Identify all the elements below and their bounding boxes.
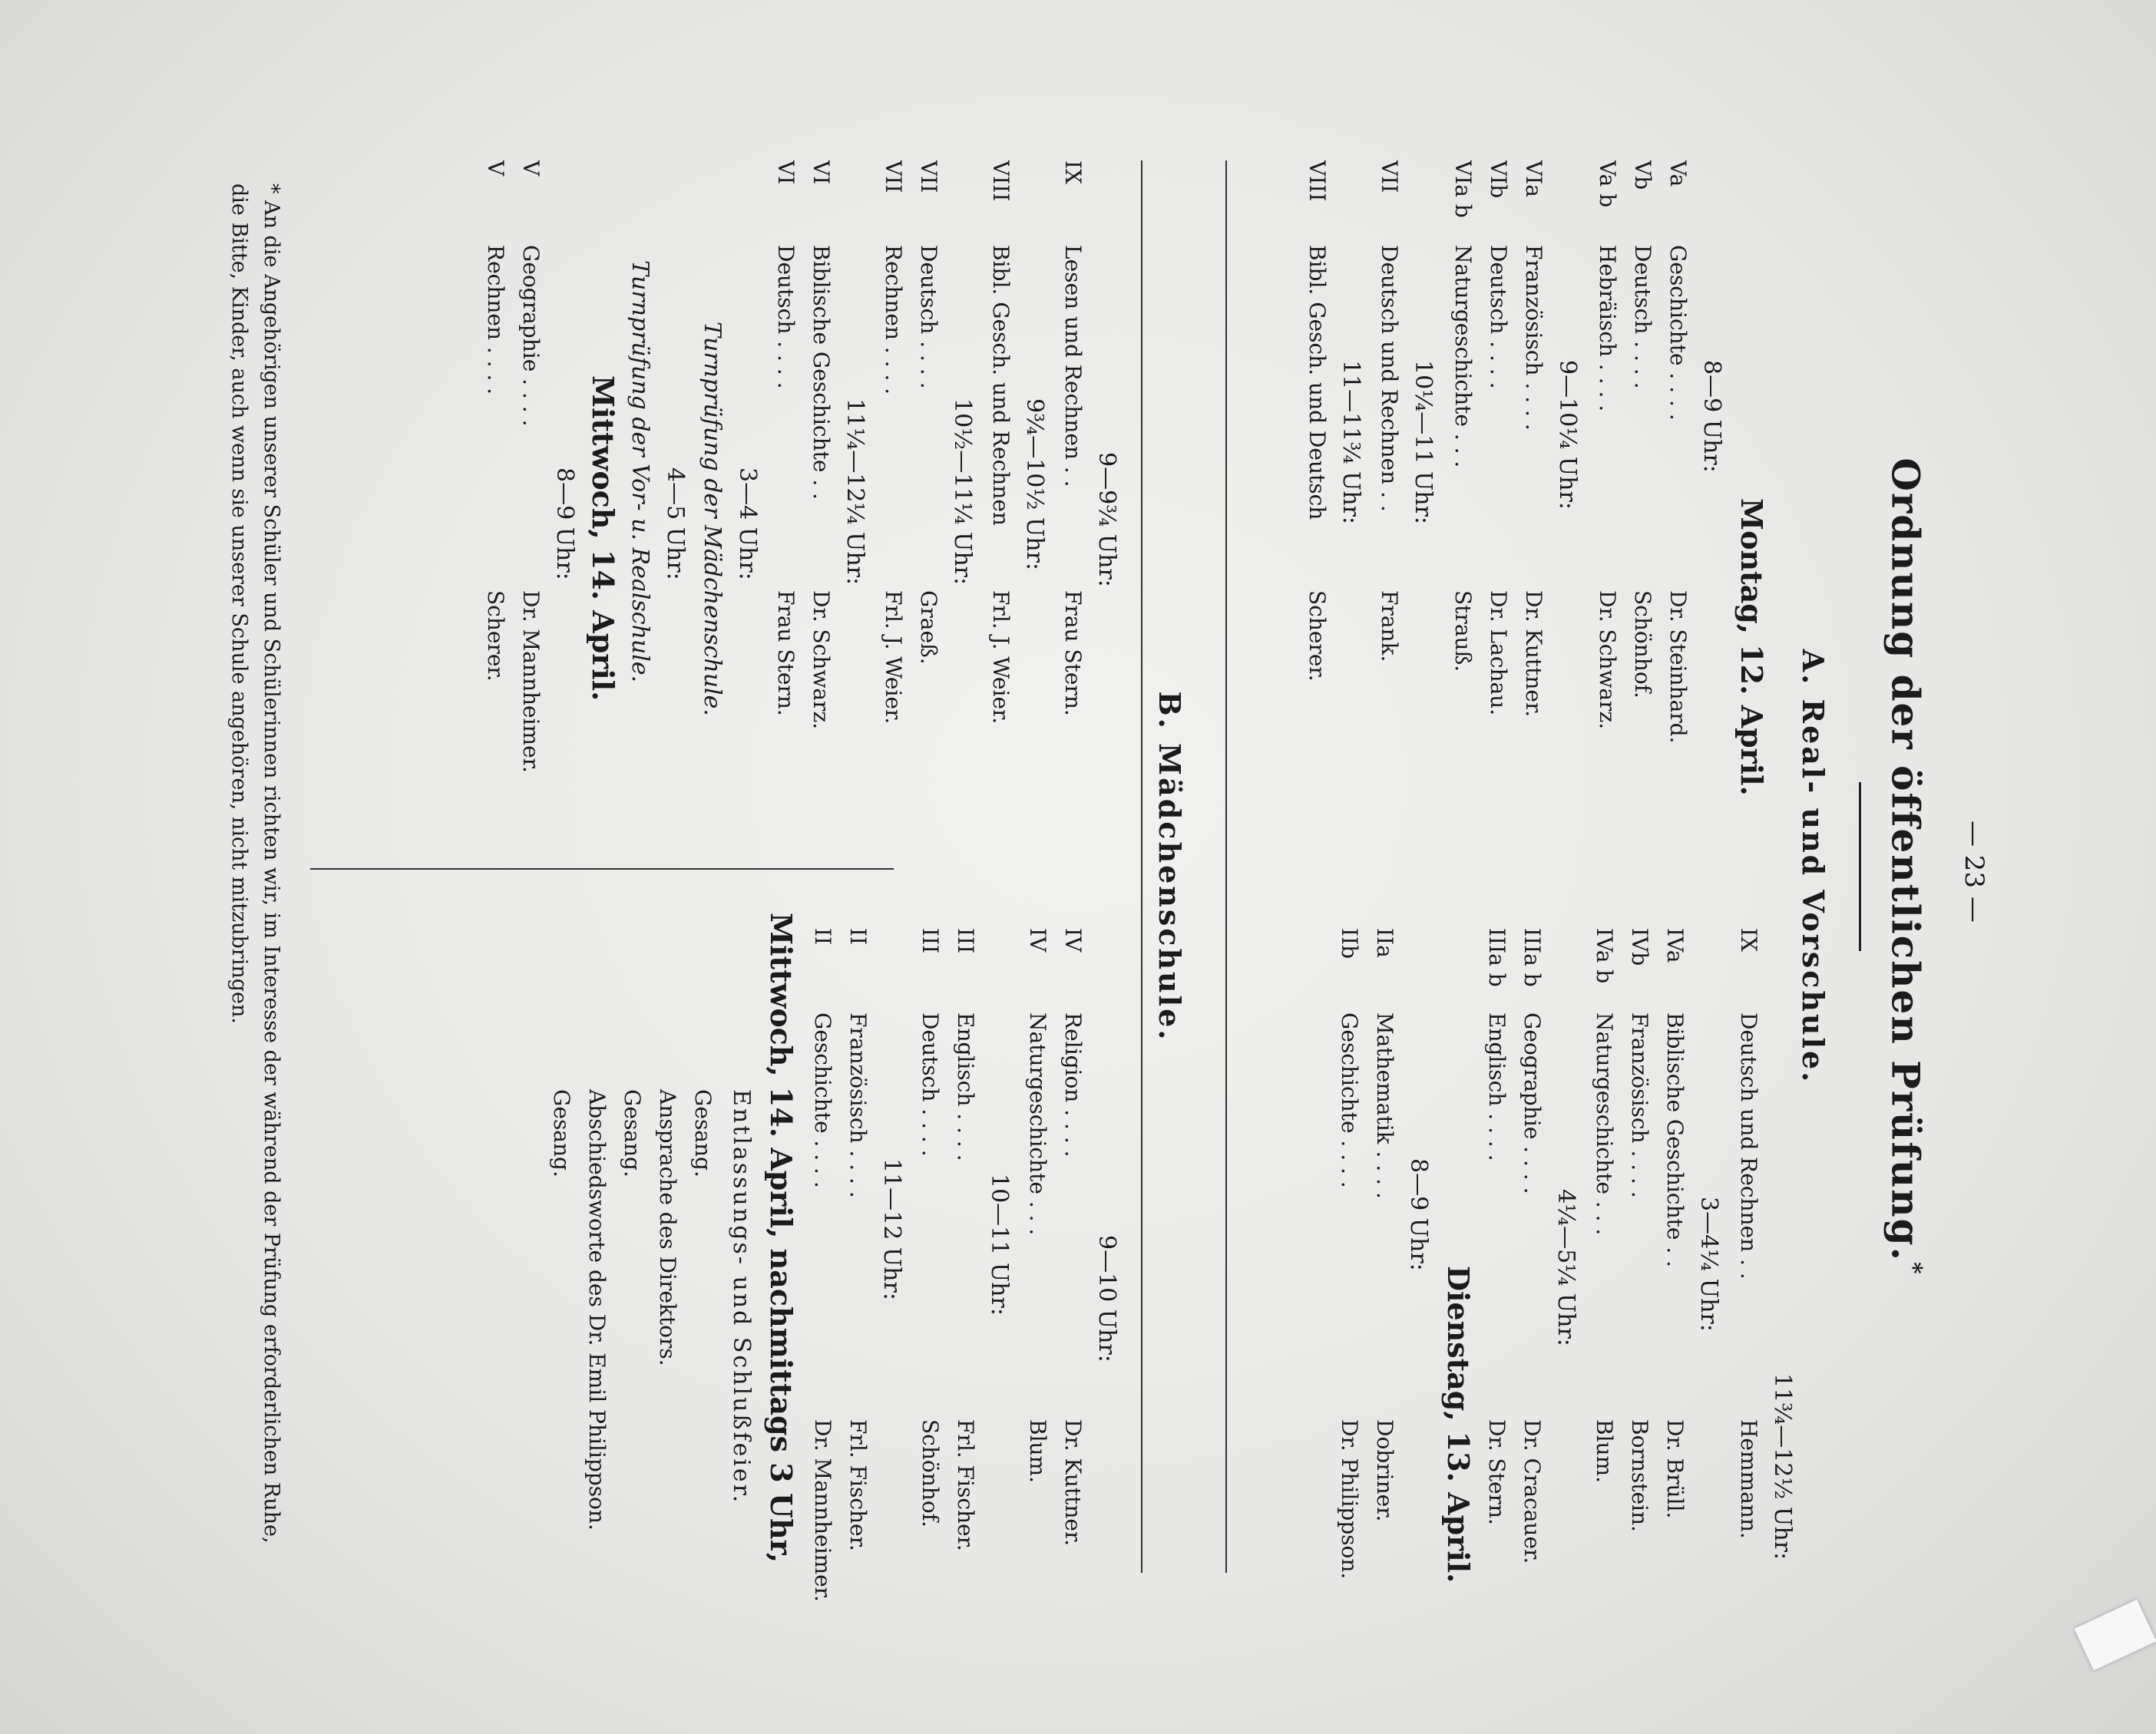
subject: Naturgeschichte . . . — [1450, 245, 1476, 468]
title-rule — [1859, 782, 1861, 951]
schedule-row — [840, 928, 875, 1619]
time-slot: 10¼—11 Uhr: — [1410, 360, 1437, 525]
teacher: Dr. Mannheimer. — [810, 1419, 835, 1602]
page-title: Ordnung der öffentlichen Prüfung.* — [1883, 457, 1929, 1276]
paper-tear — [2075, 1600, 2156, 1670]
teacher: Hemmann. — [1736, 1419, 1761, 1539]
day-heading-monday: Montag, 12. April. — [1734, 498, 1769, 796]
subject: Bibl. Gesch. und Deutsch — [1305, 245, 1330, 520]
class-code: Va b — [1595, 160, 1620, 208]
teacher: Frl. J. Weier. — [881, 590, 906, 725]
teacher: Dr. Lachau. — [1486, 590, 1511, 716]
class-code: Va — [1665, 160, 1691, 187]
subject: Naturgeschichte . . . — [1592, 1012, 1617, 1236]
schedule-row — [875, 160, 911, 851]
teacher: Bornstein. — [1627, 1419, 1652, 1532]
footnote: * An die Angehörigen unserer Schüler und Schülerinnen richten wir, im Interesse der während der Prüfung erforderlichen Ruhe, die Bitte, Kinder, auch wenn sie unserer Schule angehören, nicht mitzubringen. — [227, 183, 283, 1544]
schedule-row — [1731, 928, 1766, 1619]
schedule-block — [1589, 160, 1695, 851]
ceremony-item: Ansprache des Direktors. — [655, 1089, 680, 1366]
schedule-block — [983, 160, 1018, 851]
subject: Deutsch . . . . — [1630, 245, 1655, 389]
section-a-heading: A. Real- und Vorschule. — [1796, 649, 1830, 1085]
time-slot: 9—10¼ Uhr: — [1554, 360, 1581, 510]
subject: Geschichte . . . . — [810, 1012, 835, 1188]
class-code: II — [845, 928, 871, 946]
time-slot: 3—4 Uhr: — [734, 467, 761, 580]
teacher: Graeß. — [916, 590, 941, 665]
subject: Deutsch . . . . — [1486, 245, 1511, 389]
time-slot: 11—12 Uhr: — [878, 1158, 905, 1300]
schedule-row — [803, 160, 838, 851]
ceremony-item: Gesang. — [620, 1089, 645, 1177]
subject: Deutsch . . . . — [918, 1012, 943, 1157]
subject: Französisch . . . . — [1521, 245, 1546, 431]
schedule-block — [912, 928, 983, 1619]
subject: Geographie . . . . — [1519, 1012, 1545, 1194]
teacher: Frau Stern. — [773, 590, 799, 716]
schedule-row — [1660, 160, 1695, 851]
subject: Lesen und Rechnen . . — [1060, 245, 1086, 487]
teacher: Blum. — [1592, 1419, 1617, 1484]
schedule-row — [1625, 160, 1660, 851]
class-code: VIII — [1305, 160, 1330, 202]
teacher: Dobriner. — [1372, 1419, 1397, 1522]
time-slot: 9—10 Uhr: — [1093, 1235, 1120, 1362]
subject: Mathematik . . . . — [1372, 1012, 1397, 1199]
teacher: Schönhof. — [1630, 590, 1655, 699]
class-code: IV — [1025, 928, 1050, 953]
class-code: IVa b — [1592, 928, 1617, 984]
teacher: Frl. Fischer. — [953, 1419, 978, 1551]
schedule-row — [1622, 928, 1657, 1619]
day-heading-wednesday: Mittwoch, 14. April. — [586, 375, 620, 702]
schedule-row — [1367, 928, 1402, 1619]
rotated-page-content — [111, 68, 2045, 1665]
time-slot: 8—9 Uhr: — [1405, 1158, 1432, 1271]
subject: Deutsch und Rechnen . . — [1377, 245, 1402, 512]
subject: Rechnen . . . . — [483, 245, 508, 395]
teacher: Dr. Schwarz. — [1595, 590, 1620, 730]
schedule-block — [805, 928, 875, 1619]
schedule-row — [478, 160, 513, 851]
subject: Französisch . . . . — [1627, 1012, 1652, 1198]
teacher: Scherer. — [1305, 590, 1330, 682]
subject: Englisch . . . . — [953, 1012, 978, 1161]
class-code: VIII — [988, 160, 1014, 202]
time-slot: 11¼—12¼ Uhr: — [842, 398, 868, 586]
ceremony-item: Gesang. — [690, 1089, 716, 1177]
class-code: VIa — [1521, 160, 1546, 197]
schedule-block — [1371, 160, 1407, 851]
schedule-block — [1479, 928, 1549, 1619]
teacher: Dr. Mannheimer. — [518, 590, 544, 773]
teacher: Frl. Fischer. — [845, 1419, 871, 1551]
teacher: Dr. Philippson. — [1337, 1419, 1362, 1580]
subject: Französisch . . . . — [845, 1012, 871, 1198]
subject: Biblische Geschichte . . — [808, 245, 834, 500]
class-code: III — [953, 928, 978, 954]
schedule-row — [911, 160, 946, 851]
schedule-row — [768, 160, 803, 851]
class-code: VIa b — [1450, 160, 1476, 218]
class-code: VI — [808, 160, 834, 185]
ceremony-program — [544, 1089, 720, 1627]
time-slot: 4¼—5¼ Uhr: — [1553, 1189, 1579, 1346]
subject: Geschichte . . . . — [1337, 1012, 1362, 1188]
class-code: IIIa b — [1484, 928, 1510, 987]
schedule-row — [983, 160, 1018, 851]
teacher: Dr. Kuttner. — [1521, 590, 1546, 718]
title-footnote-mark: * — [1900, 1261, 1926, 1276]
time-slot: 10—11 Uhr: — [986, 1174, 1013, 1316]
schedule-block — [1055, 160, 1090, 851]
schedule-row — [947, 928, 983, 1619]
schedule-row — [1020, 928, 1055, 1619]
time-slot: 4—5 Uhr: — [662, 467, 689, 580]
teacher: Dr. Cracauer. — [1519, 1419, 1545, 1564]
class-code: IIIa b — [1519, 928, 1545, 987]
schedule-row — [1371, 160, 1407, 851]
subject: Englisch . . . . — [1484, 1012, 1510, 1161]
class-code: Vb — [1630, 160, 1655, 190]
class-code: III — [918, 928, 943, 954]
class-code: IX — [1060, 160, 1086, 184]
class-code: IIa — [1372, 928, 1397, 958]
subject: Rechnen . . . . — [881, 245, 906, 395]
time-slot: 3—4¼ Uhr: — [1695, 1197, 1722, 1332]
teacher: Blum. — [1025, 1419, 1050, 1484]
class-code: IVa — [1662, 928, 1688, 963]
ceremony-item: Abschiedsworte des Dr. Emil Philippson. — [584, 1089, 610, 1531]
schedule-row — [1445, 160, 1480, 851]
schedule-row — [513, 160, 548, 851]
schedule-row — [1331, 928, 1367, 1619]
time-slot: 9—9¾ Uhr: — [1093, 452, 1120, 587]
class-code: VIb — [1486, 160, 1511, 199]
subject: Deutsch . . . . — [916, 245, 941, 389]
class-code: VII — [1377, 160, 1402, 193]
schedule-row — [1516, 160, 1551, 851]
subject: Hebräisch . . . . — [1595, 245, 1620, 412]
teacher: Frau Stern. — [1060, 590, 1086, 716]
subject: Deutsch und Rechnen . . — [1736, 1012, 1761, 1280]
schedule-block — [1445, 160, 1551, 851]
teacher: Strauß. — [1450, 590, 1476, 672]
class-code: VII — [881, 160, 906, 193]
schedule-block — [1020, 928, 1090, 1619]
schedule-row — [1514, 928, 1549, 1619]
time-slot: 10½—11¼ Uhr: — [949, 398, 976, 586]
teacher: Frl. J. Weier. — [988, 590, 1014, 725]
schedule-row — [1479, 928, 1514, 1619]
teacher: Dr. Kuttner. — [1060, 1419, 1086, 1547]
schedule-row — [1299, 160, 1334, 851]
schedule-block — [1331, 928, 1402, 1619]
day-heading-tuesday: Dienstag, 13. April. — [1441, 1266, 1476, 1584]
schedule-row — [1055, 928, 1090, 1619]
schedule-row — [1589, 160, 1625, 851]
schedule-row — [1586, 928, 1622, 1619]
class-code: V — [518, 160, 544, 177]
schedule-block — [768, 160, 838, 851]
teacher: Frank. — [1377, 590, 1402, 662]
day-heading-wednesday-afternoon: Mittwoch, 14. April, nachmittags 3 Uhr, — [764, 913, 799, 1564]
teacher: Dr. Steinhard. — [1665, 590, 1691, 744]
subject: Deutsch . . . . — [773, 245, 799, 389]
subject: Biblische Geschichte . . — [1662, 1012, 1688, 1268]
schedule-row — [1055, 160, 1090, 851]
class-code: IX — [1736, 928, 1761, 952]
teacher: Scherer. — [483, 590, 508, 682]
subject: Religion . . . . — [1060, 1012, 1086, 1158]
class-code: VII — [916, 160, 941, 193]
schedule-row — [912, 928, 947, 1619]
section-divider — [1141, 160, 1142, 1573]
class-code: VI — [773, 160, 799, 185]
schedule-row — [805, 928, 840, 1619]
section-b-heading: B. Mädchenschule. — [1152, 691, 1187, 1042]
schedule-block — [1299, 160, 1334, 851]
teacher: Dr. Schwarz. — [808, 590, 834, 730]
subject: Geschichte . . . . — [1665, 245, 1691, 421]
schedule-row — [1657, 928, 1692, 1619]
schedule-row — [1480, 160, 1516, 851]
teacher: Dr. Stern. — [1484, 1419, 1510, 1525]
class-code: IV — [1060, 928, 1086, 953]
schedule-block — [1731, 928, 1766, 1619]
schedule-block — [1586, 928, 1692, 1619]
column-divider — [310, 868, 894, 870]
ceremony-item: Gesang. — [549, 1089, 574, 1177]
time-slot: 8—9 Uhr: — [1698, 360, 1725, 473]
time-slot: 9¾—10½ Uhr: — [1021, 398, 1048, 571]
teacher: Schönhof. — [918, 1419, 943, 1528]
ceremony-heading: Entlassungs- und Schlußfeier. — [728, 1089, 755, 1505]
subject: Bibl. Gesch. und Rechnen — [988, 245, 1014, 526]
time-slot: 11¾—12½ Uhr: — [1769, 1373, 1796, 1561]
page-number: — 23 — — [1959, 821, 1989, 923]
subject: Geographie . . . . — [518, 245, 544, 427]
schedule-note: Turnprüfung der Mädchenschule. — [699, 322, 726, 716]
teacher: Dr. Brüll. — [1662, 1419, 1688, 1519]
time-slot: 8—9 Uhr: — [551, 467, 578, 580]
class-code: II — [810, 928, 835, 946]
schedule-note: Turnprüfung der Vor- u. Realschule. — [627, 260, 653, 683]
schedule-block — [875, 160, 946, 851]
subject: Naturgeschichte . . . — [1025, 1012, 1050, 1236]
time-slot: 11—11¾ Uhr: — [1338, 360, 1364, 525]
section-divider — [1225, 160, 1227, 1573]
class-code: V — [483, 160, 508, 177]
class-code: IVb — [1627, 928, 1652, 966]
schedule-block — [478, 160, 548, 851]
class-code: IIb — [1337, 928, 1362, 959]
